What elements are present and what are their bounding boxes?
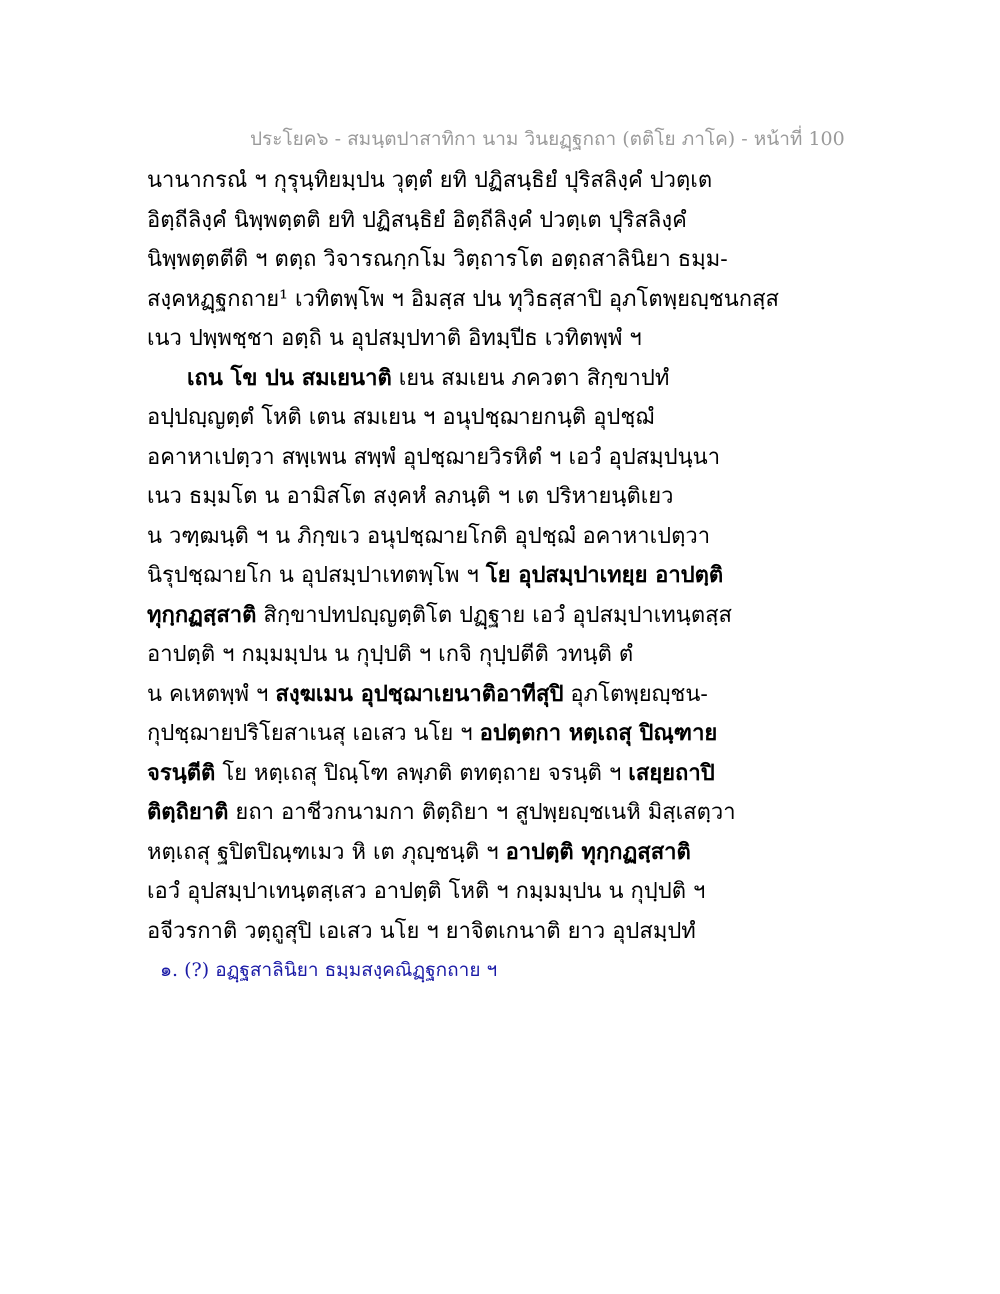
text-line — [147, 714, 718, 754]
text-line — [147, 161, 713, 201]
text-segment: โย หตฺเถสุ ปิณฺโฑ ลพฺภติ ตทตฺถาย จรนฺติ ฯ — [215, 760, 629, 786]
text-segment: กุปชฺฌายปริโยสาเนสุ เอเสว นโย ฯ — [147, 721, 480, 746]
text-line — [147, 517, 711, 557]
text-segment: นิรุปชฺฌายโก น อุปสมฺปาเทตพฺโพ ฯ — [147, 563, 486, 588]
text-segment: เยน สมเยน ภควตา สิกฺขาปทํ — [391, 365, 670, 391]
text-line — [147, 912, 707, 952]
text-segment: หตฺเถสุ ฐปิตปิณฺฑเมว หิ เต ภุญฺชนฺติ ฯ — [147, 839, 506, 865]
text-segment: น วฑฺฒนฺติ ฯ น ภิกฺขเว อนุปชฺฌายโกติ อุปชฺฌํ อคาหาเปตฺวา — [147, 523, 711, 549]
text-segment: สิกฺขาปทปญฺญตฺติโต ปฏฺฐาย เอวํ อุปสมฺปาเทนฺตสฺส — [256, 602, 732, 628]
bold-term: เถน โข ปน สมเยนาติ — [187, 364, 392, 391]
text-segment: นานากรณํ ฯ กุรุนฺทิยมฺปน วุตฺตํ ยทิ ปฏิสนฺธิยํ ปุริสลิงฺคํ ปวตฺเต — [147, 168, 713, 193]
text-line — [147, 793, 736, 833]
bold-term: จรนฺตีติ — [147, 759, 216, 786]
text-segment: อาปตฺติ ฯ กมฺมมฺปน น กุปฺปติ ฯ เกจิ กุปฺปตีติ วทนฺติ ตํ — [147, 642, 634, 667]
bold-term: โย อุปสมฺปาเทยฺย อาปตฺติ — [485, 562, 724, 588]
text-segment: สงฺคหฏฺฐกถาย¹ เวทิตพฺโพ ฯ อิมสฺส ปน ทุวิธสฺสาปิ อุภโตพฺยญฺชนกสฺส — [147, 286, 779, 312]
text-line — [147, 833, 707, 873]
page-header: ประโยค๖ - สมนฺตปาสาทิกา นาม วินยฏฺฐกถา (ตติโย ภาโค) - หน้าที่ 100 — [250, 128, 845, 150]
bold-term: เสยฺยถาปิ — [628, 759, 715, 786]
body-text — [147, 161, 779, 951]
text-line — [147, 477, 707, 517]
text-segment: ยถา อาชีวกนามกา ติตฺถิยา ฯ สูปพฺยญฺชเนหิ มิสฺเสตฺวา — [228, 800, 736, 825]
text-line — [147, 359, 707, 399]
text-line — [147, 675, 707, 715]
text-line — [147, 872, 707, 912]
text-line — [147, 280, 779, 320]
text-line — [147, 398, 707, 438]
bold-term: สงฺฆเมน อุปชฺฌาเยนาติอาทีสุปิ — [275, 680, 564, 707]
text-segment: อคาหาเปตฺวา สพฺเพน สพฺพํ อุปชฺฌายวิรหิตํ ฯ เอวํ อุปสมฺปนฺนา — [147, 444, 721, 470]
text-line — [147, 556, 724, 596]
text-line — [147, 319, 707, 359]
text-segment: เนว ปพฺพชฺชา อตฺถิ น อุปสมฺปทาติ อิทมฺปีธ เวทิตพฺพํ ฯ — [147, 326, 642, 351]
text-segment: น คเหตพฺพํ ฯ — [147, 681, 276, 707]
text-segment: อจีวรกาติ วตฺถูสุปิ เอเสว นโย ฯ ยาจิตเกนาติ ยาว อุปสมฺปทํ — [147, 918, 696, 944]
text-segment: เอวํ อุปสมฺปาเทนฺตสฺเสว อาปตฺติ โหติ ฯ กมฺมมฺปน น กุปฺปติ ฯ — [147, 879, 706, 904]
text-line — [147, 754, 715, 794]
bold-term: อาปตฺติ ทุกฺกฏสฺสาติ — [505, 838, 691, 865]
text-segment: อปฺปญฺญตฺตํ โหติ เตน สมเยน ฯ อนุปชฺฌายกนฺติ อุปชฺฌํ — [147, 405, 655, 430]
bold-term: อปตฺตกา หตฺเถสุ ปิณฺฑาย — [479, 720, 718, 746]
text-line — [147, 438, 721, 478]
text-line — [147, 240, 728, 280]
text-segment: อุภโตพฺยญฺชน- — [563, 681, 708, 707]
bold-term: ทุกฺกฏสฺสาติ — [147, 601, 257, 628]
text-line — [147, 596, 732, 636]
footnote: ๑. (?) อฏฺฐสาลินิยา ธมฺมสงฺคณิฏฺฐกถาย ฯ — [160, 959, 498, 981]
text-segment: นิพฺพตฺตตีติ ฯ ตตฺถ วิจารณกฺกโม วิตฺถารโต อตฺถสาลินิยา ธมฺม- — [147, 247, 728, 272]
text-line — [147, 201, 707, 241]
text-segment: อิตฺถีลิงฺคํ นิพฺพตฺตติ ยทิ ปฏิสนฺธิยํ อิตฺถีลิงฺคํ ปวตฺเต ปุริสลิงฺคํ — [147, 207, 687, 233]
text-segment: เนว ธมฺมโต น อามิสโต สงฺคหํ ลภนฺติ ฯ เต ปริหายนฺติเยว — [147, 484, 674, 509]
bold-term: ติตฺถิยาติ — [147, 799, 229, 825]
text-line — [147, 635, 707, 675]
